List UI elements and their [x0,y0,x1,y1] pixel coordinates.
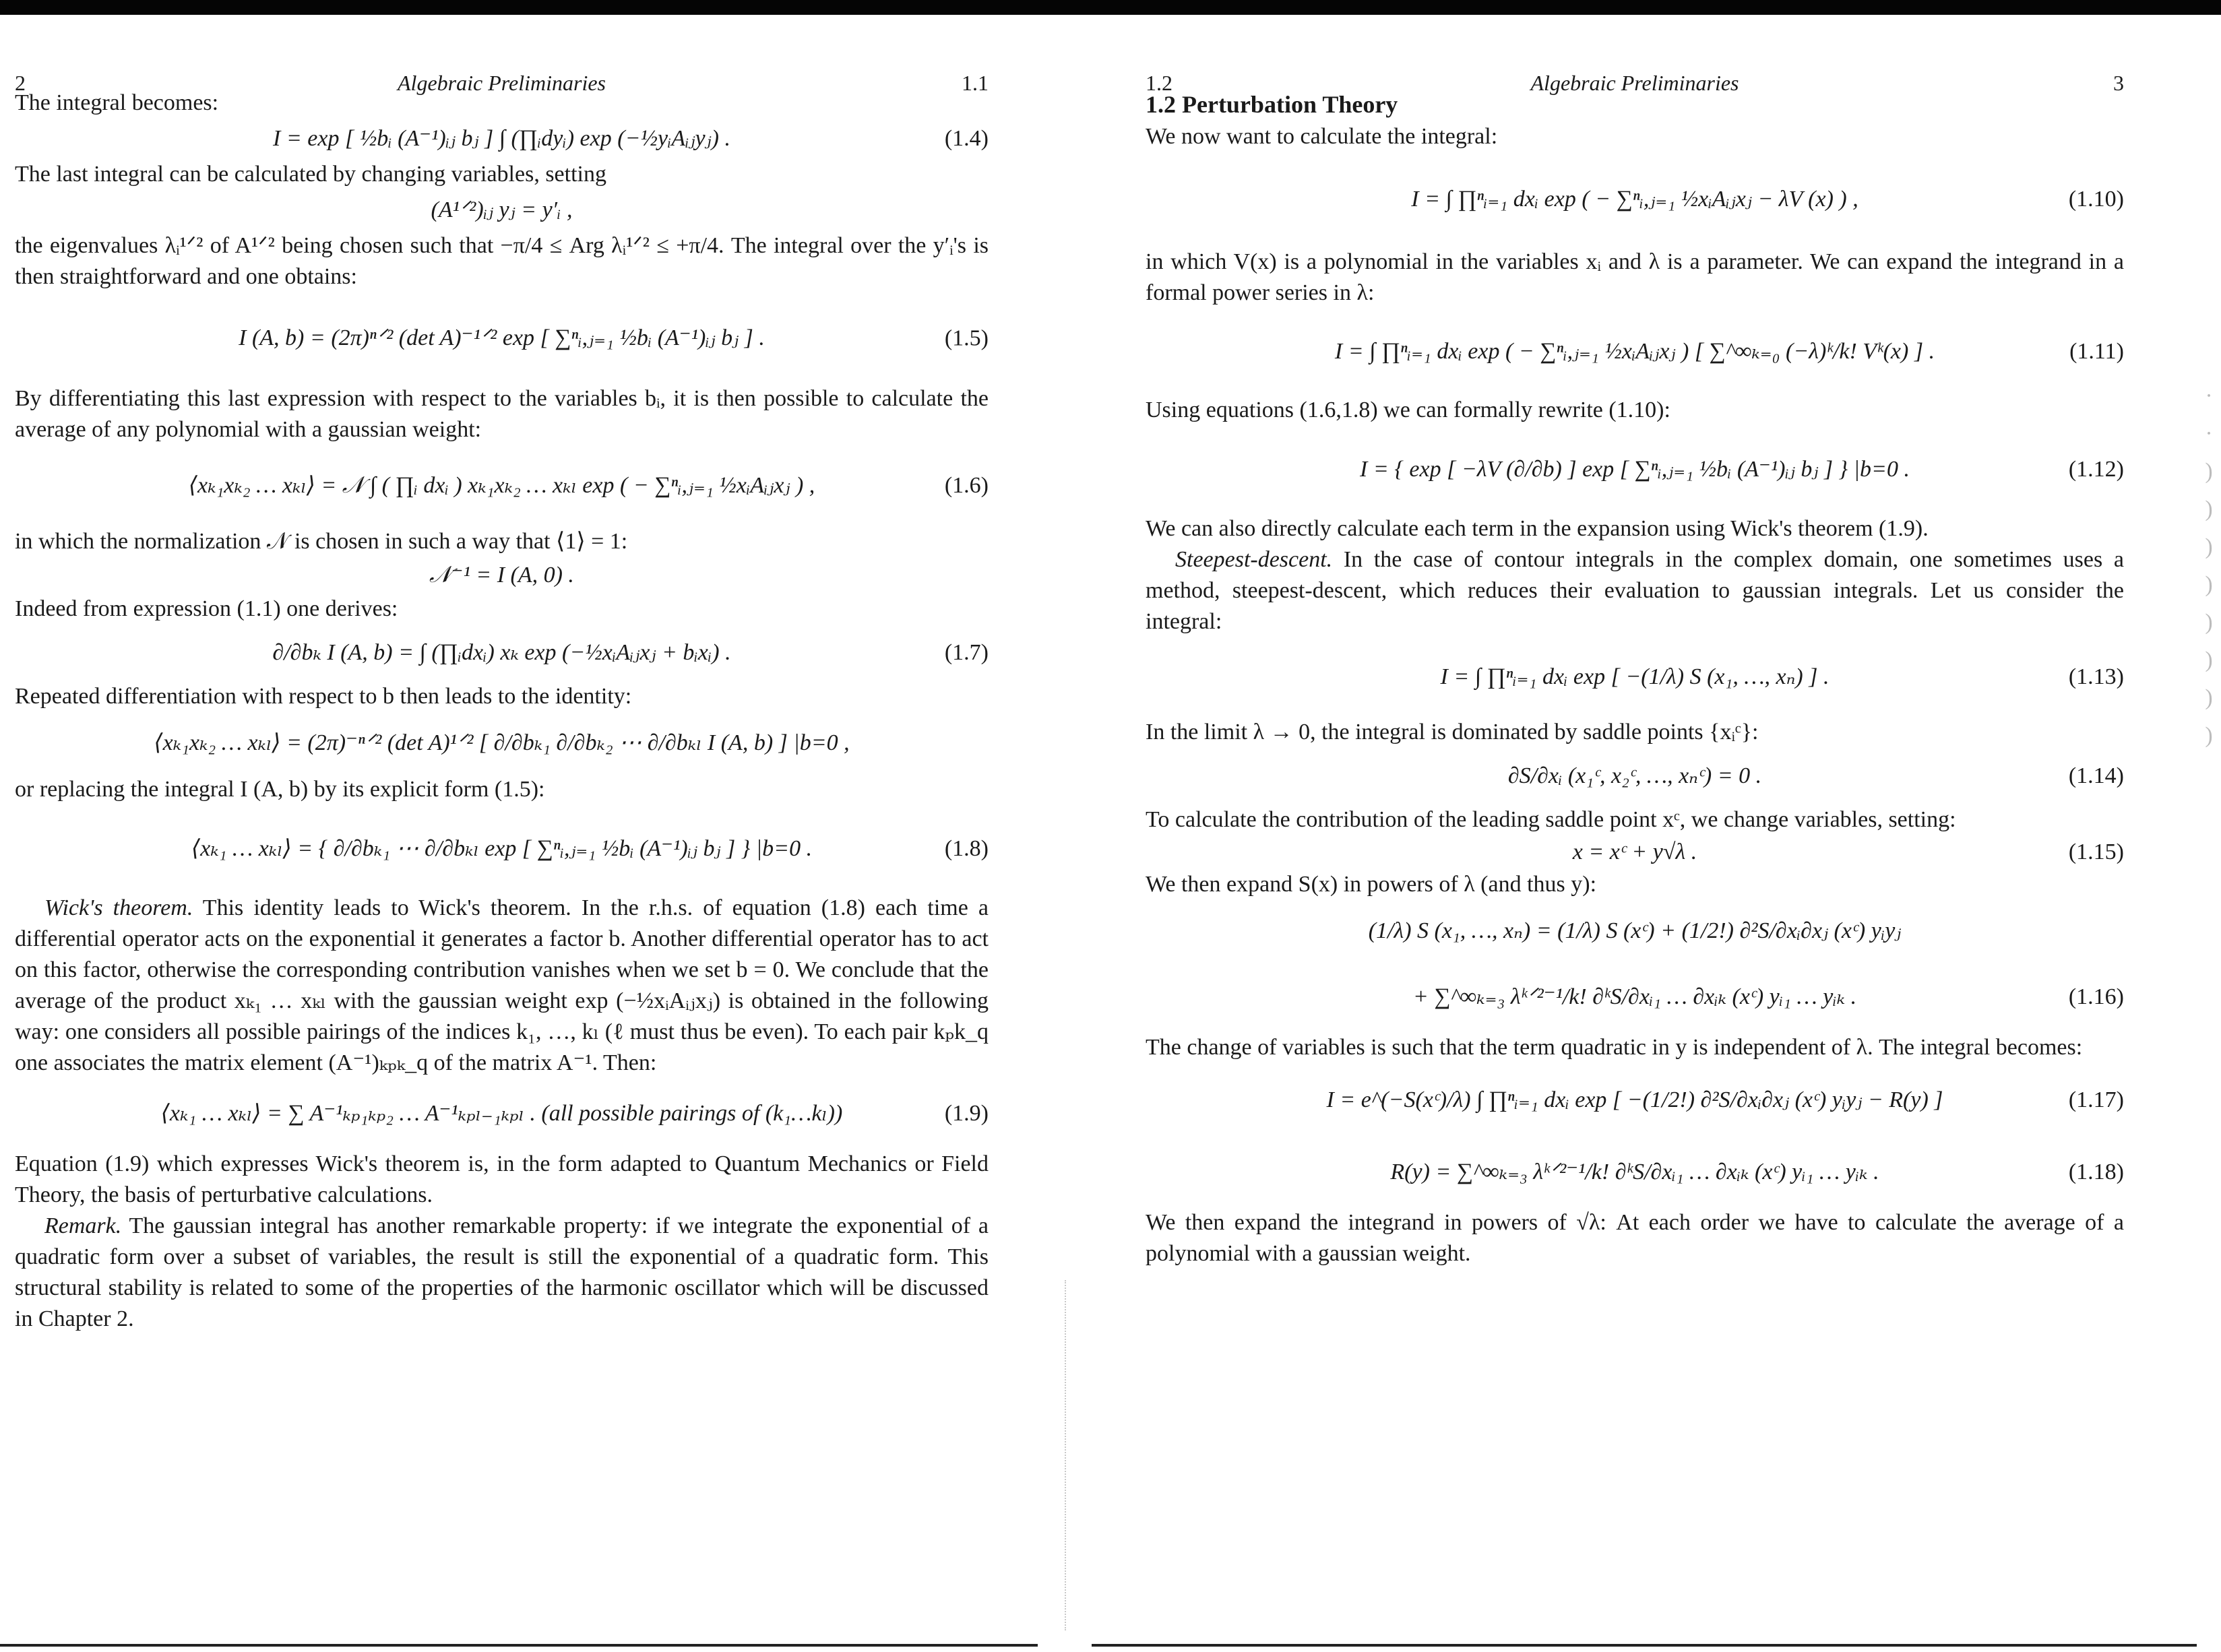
equation-number: (1.11) [2069,339,2124,364]
paragraph: Using equations (1.6,1.8) we can formally rewrite (1.10): [1146,398,1670,422]
equation [1146,426,2124,513]
equation-number: (1.15) [2068,839,2124,864]
paragraph [15,1211,989,1335]
bottom-rule-right [1092,1644,2197,1647]
section-number: 1.2 [1146,71,1172,95]
equation-body: ∂S/∂xᵢ (x₁ᶜ, x₂ᶜ, …, xₙᶜ) = 0 . [1507,763,1762,788]
equation-number: (1.6) [944,473,989,498]
equation [15,712,989,774]
paragraph: The change of variables is such that the term quadratic in y is independent of λ. The integral becomes: [1146,1035,2083,1060]
equation-number: (1.18) [2068,1159,2124,1184]
equation [1146,962,2124,1032]
paragraph: To calculate the contribution of the leading saddle point xᶜ, we change variables, setting: [1146,807,1956,832]
equation-body: I = { exp [ −λV (∂/∂b) ] exp [ ∑ⁿᵢ,ⱼ₌₁ ½bᵢ (A⁻¹)ᵢⱼ bⱼ ] } |b=0 . [1360,457,1910,482]
left-page-body [15,88,989,1335]
scan-edge-marks: · · ) ) ) ) ) ) ) ) [2205,383,2213,748]
paragraph: We then expand the integrand in powers of √λ: At each order we have to calculate the average of a polynomial with a gaussian weight. [1146,1210,2124,1266]
equation [15,1079,989,1149]
equation [1146,835,2124,869]
paragraph: in which the normalization 𝒩 is chosen in such a way that ⟨1⟩ = 1: [15,529,628,554]
equation-number: (1.9) [944,1101,989,1126]
paragraph-text: The gaussian integral has another remarkable property: if we integrate the exponential of a quadratic form over a subset of variables, the result is still the exponential of a quadratic form. This structural stability is related to some of the properties of the harmonic oscillator which will be discussed in Chapter 2. [15,1213,989,1331]
equation-number: (1.7) [944,640,989,665]
paragraph: Equation (1.9) which expresses Wick's theorem is, in the form adapted to Quantum Mechanics or Field Theory, the basis of perturbative calculations. [15,1151,989,1207]
section-heading: 1.2 Perturbation Theory [1146,91,1398,118]
paragraph: The integral becomes: [15,90,219,115]
paragraph-lead: Wick's theorem. [44,895,193,920]
left-page [15,40,989,1335]
equation [1146,309,2124,395]
equation [1146,1137,2124,1207]
right-page-body [1146,121,2124,1269]
scan-top-border [0,0,2221,15]
equation-number: (1.12) [2068,457,2124,482]
paragraph-text: This identity leads to Wick's theorem. In the r.h.s. of equation (1.8) each time a differential operator acts on the exponential it generates a factor b. Another differential operator has to act on this factor, otherwise the corresponding contribution vanishes when we set b = 0. We conclude that the average of the product xₖ₁ … xₖₗ with the gaussian weight exp (−½xᵢAᵢⱼxⱼ) is obtained in the following way: one considers all possible pairings of the indices k₁, …, kₗ (ℓ must thus be even). To each pair kₚk_q one associates the matrix element (A⁻¹)ₖₚₖ_q of the matrix A⁻¹. Then: [15,895,989,1075]
equation [15,557,989,594]
equation-body: ∂/∂bₖ I (A, b) = ∫ (∏ᵢdxᵢ) xₖ exp (−½xᵢAᵢⱼxⱼ + bᵢxᵢ) . [272,640,731,665]
equation-number: (1.13) [2068,664,2124,689]
paragraph [15,893,989,1079]
equation-body: + ∑^∞ₖ₌₃ λᵏᐟ²⁻¹/k! ∂ᵏS/∂xᵢ₁ … ∂xᵢₖ (xᶜ) yᵢ₁ … yᵢₖ . [1412,984,1857,1009]
paragraph [1146,544,2124,637]
equation [1146,637,2124,717]
paragraph: Indeed from expression (1.1) one derives: [15,596,398,621]
paragraph: We now want to calculate the integral: [1146,124,1498,149]
equation-body: (1/λ) S (x₁, …, xₙ) = (1/λ) S (xᶜ) + (1/2!) ∂²S/∂xᵢ∂xⱼ (xᶜ) yᵢyⱼ [1368,918,1902,943]
equation-body: 𝒩⁻¹ = I (A, 0) . [429,563,574,587]
page-number: 2 [15,71,26,95]
equation [1146,748,2124,804]
paragraph: in which V(x) is a polynomial in the variables xᵢ and λ is a parameter. We can expand the integrand in a formal power series in λ: [1146,249,2124,305]
equation [1146,1063,2124,1137]
equation-body: R(y) = ∑^∞ₖ₌₃ λᵏᐟ²⁻¹/k! ∂ᵏS/∂xᵢ₁ … ∂xᵢₖ (xᶜ) yᵢ₁ … yᵢₖ . [1390,1159,1879,1184]
equation-number: (1.5) [944,325,989,350]
running-title: Algebraic Preliminaries [398,71,606,95]
paragraph: We can also directly calculate each term in the expansion using Wick's theorem (1.9). [1146,516,1929,541]
paragraph: the eigenvalues λᵢ¹ᐟ² of A¹ᐟ² being chosen such that −π/4 ≤ Arg λᵢ¹ᐟ² ≤ +π/4. The integral over the y′ᵢ's is then straightforward and one obtains: [15,233,989,289]
equation-body: ⟨xₖ₁xₖ₂ … xₖₗ⟩ = 𝒩 ∫ ( ∏ᵢ dxᵢ ) xₖ₁xₖ₂ … xₖₗ exp ( − ∑ⁿᵢ,ⱼ₌₁ ½xᵢAᵢⱼxⱼ ) , [188,473,815,498]
equation-number: (1.16) [2068,984,2124,1009]
paragraph: In the limit λ → 0, the integral is dominated by saddle points {xᵢᶜ}: [1146,720,1759,744]
equation-number: (1.4) [944,126,989,151]
equation-body: I = ∫ ∏ⁿᵢ₌₁ dxᵢ exp ( − ∑ⁿᵢ,ⱼ₌₁ ½xᵢAᵢⱼxⱼ ) [ ∑^∞ₖ₌₀ (−λ)ᵏ/k! Vᵏ(x) ] . [1334,339,1935,364]
equation-body: (A¹ᐟ²)ᵢⱼ yⱼ = y′ᵢ , [431,197,573,222]
right-page-header [1146,40,2124,95]
equation [15,190,989,230]
equation [1146,152,2124,247]
equation-body: x = xᶜ + y√λ . [1572,839,1697,864]
equation-number: (1.10) [2068,187,2124,212]
paragraph: We then expand S(x) in powers of λ (and thus y): [1146,872,1597,897]
equation-body: ⟨xₖ₁ … xₖₗ⟩ = { ∂/∂bₖ₁ ⋯ ∂/∂bₖₗ exp [ ∑ⁿᵢ,ⱼ₌₁ ½bᵢ (A⁻¹)ᵢⱼ bⱼ ] } |b=0 . [191,836,813,861]
page-number: 3 [2113,71,2124,95]
bottom-rule-left [0,1644,1038,1647]
equation-number: (1.8) [944,836,989,861]
paragraph-lead: Remark. [44,1213,122,1238]
equation [15,625,989,681]
section-number: 1.1 [962,71,989,95]
equation-body: ⟨xₖ₁xₖ₂ … xₖₗ⟩ = (2π)⁻ⁿᐟ² (det A)¹ᐟ² [ ∂/∂bₖ₁ ∂/∂bₖ₂ ⋯ ∂/∂bₖₗ I (A, b) ] |b=0 , [154,730,850,755]
equation [15,292,989,383]
left-page-header [15,40,989,95]
equation [15,805,989,893]
paragraph-text: In the case of contour integrals in the complex domain, one sometimes uses a method, steepest-descent, which reduces their evaluation to gaussian integrals. Let us consider the integral: [1146,547,2124,634]
right-page [1146,40,2124,1269]
equation-body: I = e^(−S(xᶜ)/λ) ∫ ∏ⁿᵢ₌₁ dxᵢ exp [ −(1/2!) ∂²S/∂xᵢ∂xⱼ (xᶜ) yᵢyⱼ − R(y) ] [1326,1087,1943,1112]
paragraph-lead: Steepest-descent. [1175,547,1333,572]
equation-number: (1.14) [2068,763,2124,788]
equation-number: (1.17) [2068,1087,2124,1112]
equation-body: I = ∫ ∏ⁿᵢ₌₁ dxᵢ exp [ −(1/λ) S (x₁, …, xₙ) ] . [1440,664,1829,689]
paragraph: The last integral can be calculated by changing variables, setting [15,162,606,187]
paragraph: Repeated differentiation with respect to b then leads to the identity: [15,684,632,709]
equation-body: I = exp [ ½bᵢ (A⁻¹)ᵢⱼ bⱼ ] ∫ (∏ᵢdyᵢ) exp (−½yᵢAᵢⱼyⱼ) . [273,126,730,151]
equation-body: ⟨xₖ₁ … xₖₗ⟩ = ∑ A⁻¹ₖₚ₁ₖₚ₂ … A⁻¹ₖₚₗ₋₁ₖₚₗ . (all possible pairings of (k₁…kₗ)) [160,1101,843,1126]
paragraph: By differentiating this last expression with respect to the variables bᵢ, it is then possible to calculate the average of any polynomial with a gaussian weight: [15,386,989,442]
paragraph: or replacing the integral I (A, b) by its explicit form (1.5): [15,777,545,802]
equation-body: I = ∫ ∏ⁿᵢ₌₁ dxᵢ exp ( − ∑ⁿᵢ,ⱼ₌₁ ½xᵢAᵢⱼxⱼ − λV (x) ) , [1411,187,1858,212]
running-title: Algebraic Preliminaries [1530,71,1739,95]
equation-body: I (A, b) = (2π)ⁿᐟ² (det A)⁻¹ᐟ² exp [ ∑ⁿᵢ,ⱼ₌₁ ½bᵢ (A⁻¹)ᵢⱼ bⱼ ] . [239,325,765,350]
equation [15,445,989,526]
equation [1146,900,2124,962]
equation [15,119,989,159]
binding-gutter [1065,1280,1080,1630]
